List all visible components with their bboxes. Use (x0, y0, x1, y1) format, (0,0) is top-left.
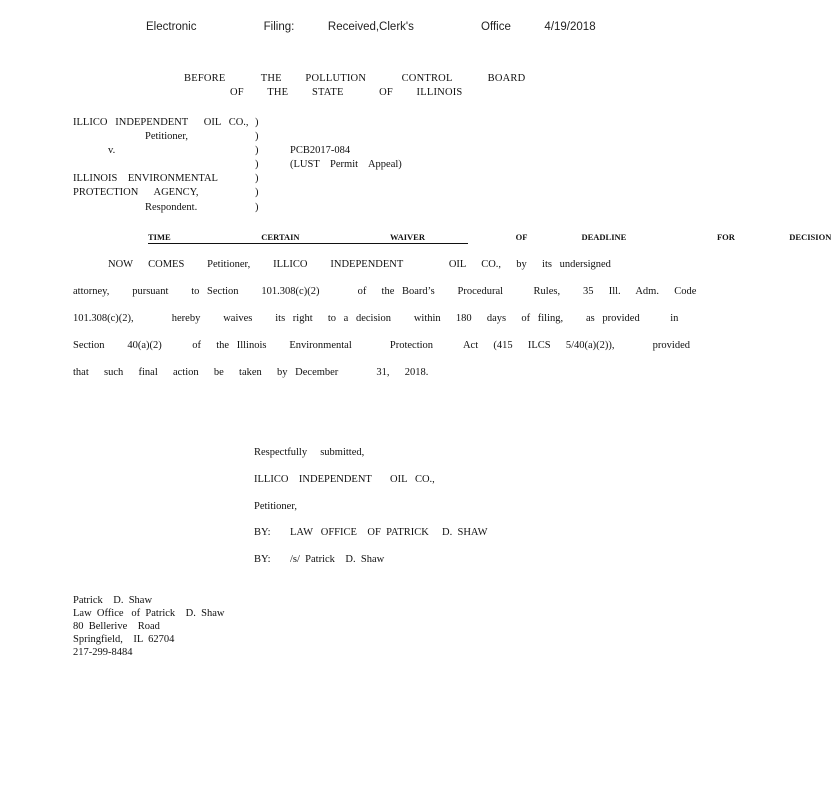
signature-party: ILLICO INDEPENDENT OIL CO., (254, 474, 435, 485)
respondent-role: Respondent. (145, 202, 198, 213)
by-label: BY: (254, 554, 271, 565)
body-line: Section 40(a)(2) of the Illinois Environmental Protection Act (415 ILCS 5/40(a)(2)), provided (73, 340, 690, 351)
petitioner-role: Petitioner, (145, 131, 189, 142)
contact-firm: Law Office of Patrick D. Shaw (73, 608, 225, 619)
caption-paren: ) (255, 159, 259, 170)
case-number: PCB2017-084 (290, 145, 351, 156)
body-line: that such final action be taken by December 31, 2018. (73, 367, 429, 378)
law-office: LAW OFFICE OF PATRICK D. SHAW (290, 527, 488, 538)
body-line: 101.308(c)(2), hereby waives its right to a decision within 180 days of filing, as provided in (73, 313, 679, 324)
caption-paren: ) (255, 145, 259, 156)
body-line: NOW COMES Petitioner, ILLICO INDEPENDENT OIL CO., by its undersigned (108, 259, 611, 270)
caption-paren: ) (255, 117, 259, 128)
electronic-signature: /s/ Patrick D. Shaw (290, 554, 385, 565)
signature-role: Petitioner, (254, 501, 298, 512)
caption-paren: ) (255, 173, 259, 184)
closing: Respectfully submitted, (254, 447, 365, 458)
versus-label: v. (108, 145, 116, 156)
body-line: attorney, pursuant to Section 101.308(c)(2) of the Board’s Procedural Rules, 35 Ill. Adm. Code (73, 286, 697, 297)
caption-paren: ) (255, 131, 259, 142)
petitioner-name: ILLICO INDEPENDENT OIL CO., (73, 117, 249, 128)
caption-paren: ) (255, 202, 259, 213)
electronic-filing-stamp: Electronic Filing: Received,Clerk's Office 4/19/2018 (146, 21, 596, 33)
case-type: (LUST Permit Appeal) (290, 159, 402, 170)
contact-city: Springfield, IL 62704 (73, 634, 175, 645)
document-title: TIME CERTAIN WAIVER OF DEADLINE FOR DECISION (148, 232, 831, 242)
contact-phone: 217-299-8484 (73, 647, 133, 658)
respondent-name-line2: PROTECTION AGENCY, (73, 187, 199, 198)
contact-name: Patrick D. Shaw (73, 595, 153, 606)
respondent-name-line1: ILLINOIS ENVIRONMENTAL (73, 173, 218, 184)
board-title-line2: OF THE STATE OF ILLINOIS (230, 87, 463, 98)
board-title-line1: BEFORE THE POLLUTION CONTROL BOARD (184, 73, 526, 84)
caption-paren: ) (255, 187, 259, 198)
contact-street: 80 Bellerive Road (73, 621, 160, 632)
by-label: BY: (254, 527, 271, 538)
